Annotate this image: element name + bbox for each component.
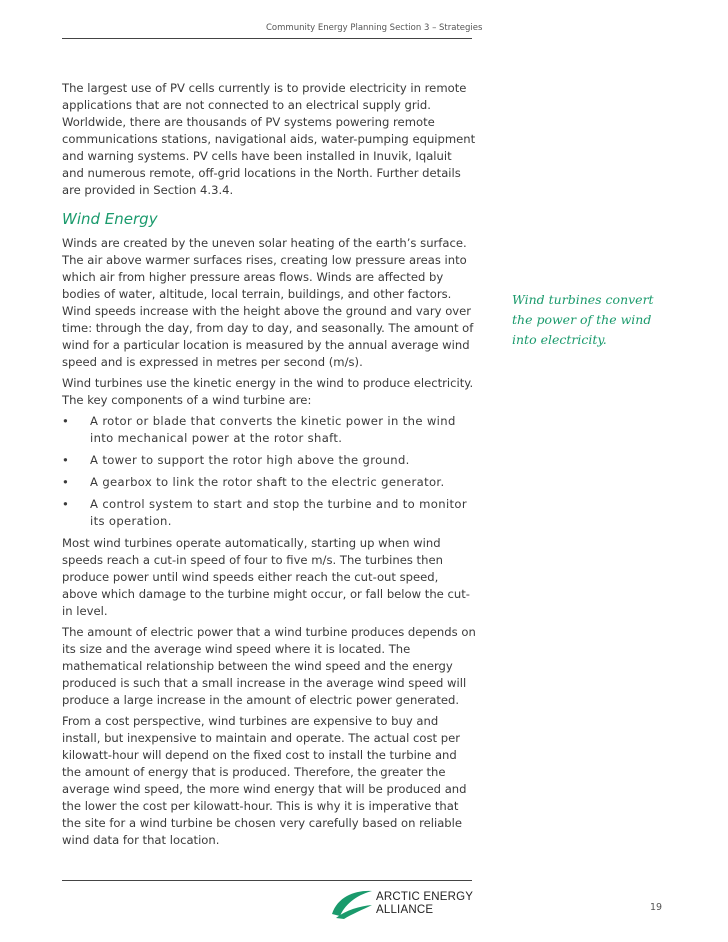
logo-text — [376, 891, 473, 917]
list-item — [62, 474, 476, 491]
sidebar-pull-quote: Wind turbines convert the power of the wind into electricity. — [512, 292, 654, 347]
list-item-text: A rotor or blade that converts the kinetic power in the wind into mechanical power at the rotor shaft. — [90, 414, 456, 445]
running-header: Community Energy Planning Section 3 – Strategies — [266, 23, 483, 33]
intro-paragraph: The largest use of PV cells currently is to provide electricity in remote applications that are not connected to an electrical supply grid. Worldwide, there are thousands of PV systems powering remote communications stations, navigational aids, water-pumping equipment and warning systems. PV cells have been installed in Inuvik, Iqaluit and numerous remote, off-grid locations in the North. Further details are provided in Section 4.3.4. — [62, 81, 476, 197]
header-rule — [62, 38, 472, 39]
footer-rule — [62, 880, 472, 881]
list-item-text: A gearbox to link the rotor shaft to the electric generator. — [90, 475, 445, 489]
bullet-marker: • — [62, 475, 70, 489]
logo-line1: ARCTIC ENERGY — [376, 891, 474, 903]
main-column — [62, 80, 476, 853]
arctic-energy-alliance-logo — [330, 888, 475, 922]
page-number: 19 — [650, 902, 663, 913]
body-paragraph: Winds are created by the uneven solar heating of the earth’s surface. The air above warmer surfaces rises, creating low pressure areas into which air from higher pressure areas flows. Winds are affected by bodies of water, altitude, local terrain, buildings, and other factors. Wind speeds increase with the height above the ground and vary over time: through the day, from day to day, and seasonally. The amount of wind for a particular location is measured by the annual average wind speed and is expressed in metres per second (m/s). — [62, 236, 474, 369]
list-item — [62, 452, 476, 469]
list-item — [62, 496, 476, 530]
list-item — [62, 413, 476, 447]
logo-line2: ALLIANCE — [376, 904, 434, 916]
body-paragraph: Wind turbines use the kinetic energy in the wind to produce electricity. The key components of a wind turbine are: — [62, 376, 474, 407]
list-item-text: A control system to start and stop the turbine and to monitor its operation. — [90, 497, 467, 528]
components-list — [62, 413, 476, 530]
body-paragraph: From a cost perspective, wind turbines are expensive to buy and install, but inexpensive to maintain and operate. The actual cost per kilowatt-hour will depend on the fixed cost to install the turbine and the amount of energy that is produced. Therefore, the greater the average wind speed, the more wind energy that will be produced and the lower the cost per kilowatt-hour. This is why it is imperative that the site for a wind turbine be chosen very carefully based on reliable wind data for that location. — [62, 714, 467, 847]
list-item-text: A tower to support the rotor high above the ground. — [90, 453, 410, 467]
section-heading: Wind Energy — [62, 210, 158, 228]
body-paragraph: Most wind turbines operate automatically, starting up when wind speeds reach a cut-in speed of four to five m/s. The turbines then produce power until wind speeds either reach the cut-out speed, above which damage to the turbine might occur, or fall below the cut-in level. — [62, 536, 470, 618]
swoosh-logo-icon — [330, 888, 374, 920]
body-paragraph: The amount of electric power that a wind turbine produces depends on its size and the average wind speed where it is located. The mathematical relationship between the wind speed and the energy produced is such that a small increase in the average wind speed will produce a large increase in the amount of electric power generated. — [62, 625, 476, 707]
bullet-marker: • — [62, 497, 70, 511]
bullet-marker: • — [62, 453, 70, 467]
bullet-marker: • — [62, 414, 70, 428]
